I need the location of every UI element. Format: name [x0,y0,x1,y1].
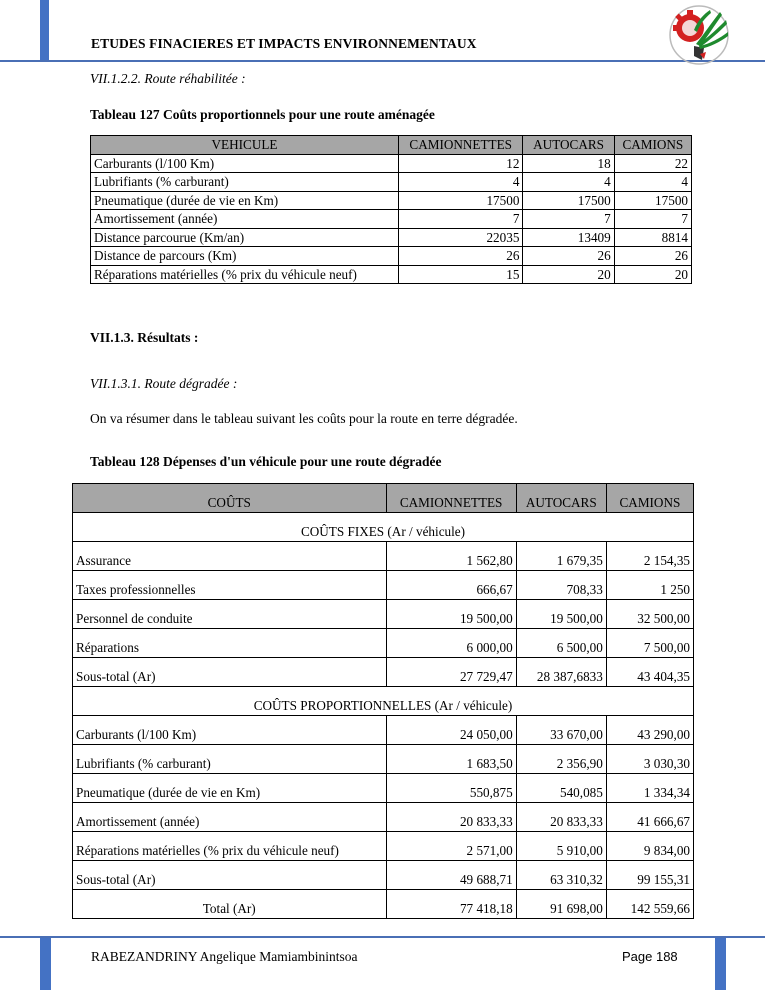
cell-value: 32 500,00 [606,600,693,629]
cell-value: 19 500,00 [386,600,516,629]
cell-value: 63 310,32 [516,861,606,890]
row-label: Total (Ar) [73,890,387,919]
row-label: Sous-total (Ar) [73,658,387,687]
subsection-heading-route-rehabilitee: VII.1.2.2. Route réhabilitée : [90,71,246,86]
cell-value: 3 030,30 [606,745,693,774]
table-row [91,173,692,192]
cell-value: 26 [614,247,691,266]
table-row [91,154,692,173]
table-row [73,542,694,571]
row-label: Lubrifiants (% carburant) [73,745,387,774]
row-label: Carburants (l/100 Km) [73,716,387,745]
table-row [91,228,692,247]
subsection-heading-route-degradee: VII.1.3.1. Route dégradée : [90,376,238,391]
cell-value: 4 [614,173,691,192]
cell-value: 17500 [614,191,691,210]
cell-value: 4 [399,173,523,192]
cell-value: 7 [523,210,614,229]
row-label: Distance parcourue (Km/an) [91,228,399,247]
row-label: Carburants (l/100 Km) [91,154,399,173]
column-header-camions: CAMIONS [606,484,693,513]
row-label: Sous-total (Ar) [73,861,387,890]
row-label: Pneumatique (durée de vie en Km) [73,774,387,803]
section-label: COÛTS FIXES (Ar / véhicule) [73,513,694,542]
table-row [73,600,694,629]
footer-accent-bar-right [715,938,726,990]
cell-value: 33 670,00 [516,716,606,745]
cell-value: 540,085 [516,774,606,803]
row-label: Personnel de conduite [73,600,387,629]
table-127-proportional-costs [90,135,692,284]
column-header-autocars: AUTOCARS [523,136,614,155]
table-row [73,832,694,861]
row-label: Réparations matérielles (% prix du véhicule neuf) [73,832,387,861]
row-label: Assurance [73,542,387,571]
cell-value: 8814 [614,228,691,247]
cell-value: 7 [614,210,691,229]
cell-value: 43 290,00 [606,716,693,745]
table-row [73,716,694,745]
header-rule [0,60,765,62]
table-127-caption: Tableau 127 Coûts proportionnels pour une route aménagée [90,107,435,122]
cell-value: 1 562,80 [386,542,516,571]
cell-value: 5 910,00 [516,832,606,861]
row-label: Lubrifiants (% carburant) [91,173,399,192]
row-label: Distance de parcours (Km) [91,247,399,266]
table-row [91,210,692,229]
cell-value: 20 [614,265,691,284]
running-header-title: ETUDES FINACIERES ET IMPACTS ENVIRONNEMENTAUX [91,36,477,51]
cell-value: 2 571,00 [386,832,516,861]
row-label: Amortissement (année) [91,210,399,229]
footer-author: RABEZANDRINY Angelique Mamiambinintsoa [91,949,358,964]
table-row [73,629,694,658]
total-row [73,890,694,919]
table-row [73,745,694,774]
page-number: Page 188 [622,949,678,964]
cell-value: 13409 [523,228,614,247]
cell-value: 708,33 [516,571,606,600]
table-header-row [73,484,694,513]
cell-value: 20 833,33 [386,803,516,832]
cell-value: 1 683,50 [386,745,516,774]
column-header-couts: COÛTS [73,484,387,513]
cell-value: 17500 [399,191,523,210]
footer-rule [0,936,765,938]
cell-value: 19 500,00 [516,600,606,629]
footer-accent-bar-left [40,938,51,990]
cell-value: 26 [399,247,523,266]
subtotal-row [73,658,694,687]
cell-value: 550,875 [386,774,516,803]
table-header-row [91,136,692,155]
cell-value: 12 [399,154,523,173]
cell-value: 1 250 [606,571,693,600]
cell-value: 49 688,71 [386,861,516,890]
section-row-proportional-costs [73,687,694,716]
cell-value: 1 334,34 [606,774,693,803]
cell-value: 43 404,35 [606,658,693,687]
row-label: Taxes professionnelles [73,571,387,600]
cell-value: 15 [399,265,523,284]
column-header-camionnettes: CAMIONNETTES [399,136,523,155]
cell-value: 27 729,47 [386,658,516,687]
intro-paragraph: On va résumer dans le tableau suivant les coûts pour la route en terre dégradée. [90,411,518,426]
cell-value: 20 [523,265,614,284]
university-logo-icon [664,4,734,66]
table-128-vehicle-expenses [72,483,694,919]
table-row [91,265,692,284]
table-row [73,803,694,832]
cell-value: 7 500,00 [606,629,693,658]
section-row-fixed-costs [73,513,694,542]
cell-value: 20 833,33 [516,803,606,832]
cell-value: 666,67 [386,571,516,600]
cell-value: 22 [614,154,691,173]
cell-value: 6 500,00 [516,629,606,658]
row-label: Réparations matérielles (% prix du véhicule neuf) [91,265,399,284]
cell-value: 26 [523,247,614,266]
row-label: Pneumatique (durée de vie en Km) [91,191,399,210]
table-row [91,191,692,210]
cell-value: 99 155,31 [606,861,693,890]
column-header-vehicule: VEHICULE [91,136,399,155]
table-128-caption: Tableau 128 Dépenses d'un véhicule pour une route dégradée [90,454,442,469]
cell-value: 77 418,18 [386,890,516,919]
table-row [73,571,694,600]
row-label: Amortissement (année) [73,803,387,832]
cell-value: 22035 [399,228,523,247]
column-header-autocars: AUTOCARS [516,484,606,513]
section-label: COÛTS PROPORTIONNELLES (Ar / véhicule) [73,687,694,716]
cell-value: 1 679,35 [516,542,606,571]
cell-value: 24 050,00 [386,716,516,745]
column-header-camionnettes: CAMIONNETTES [386,484,516,513]
cell-value: 2 356,90 [516,745,606,774]
cell-value: 7 [399,210,523,229]
cell-value: 142 559,66 [606,890,693,919]
section-heading-resultats: VII.1.3. Résultats : [90,330,199,345]
cell-value: 28 387,6833 [516,658,606,687]
cell-value: 41 666,67 [606,803,693,832]
cell-value: 17500 [523,191,614,210]
cell-value: 9 834,00 [606,832,693,861]
cell-value: 18 [523,154,614,173]
cell-value: 6 000,00 [386,629,516,658]
table-row [73,774,694,803]
header-accent-bar [40,0,49,62]
table-row [91,247,692,266]
cell-value: 2 154,35 [606,542,693,571]
cell-value: 4 [523,173,614,192]
row-label: Réparations [73,629,387,658]
cell-value: 91 698,00 [516,890,606,919]
subtotal-row [73,861,694,890]
column-header-camions: CAMIONS [614,136,691,155]
